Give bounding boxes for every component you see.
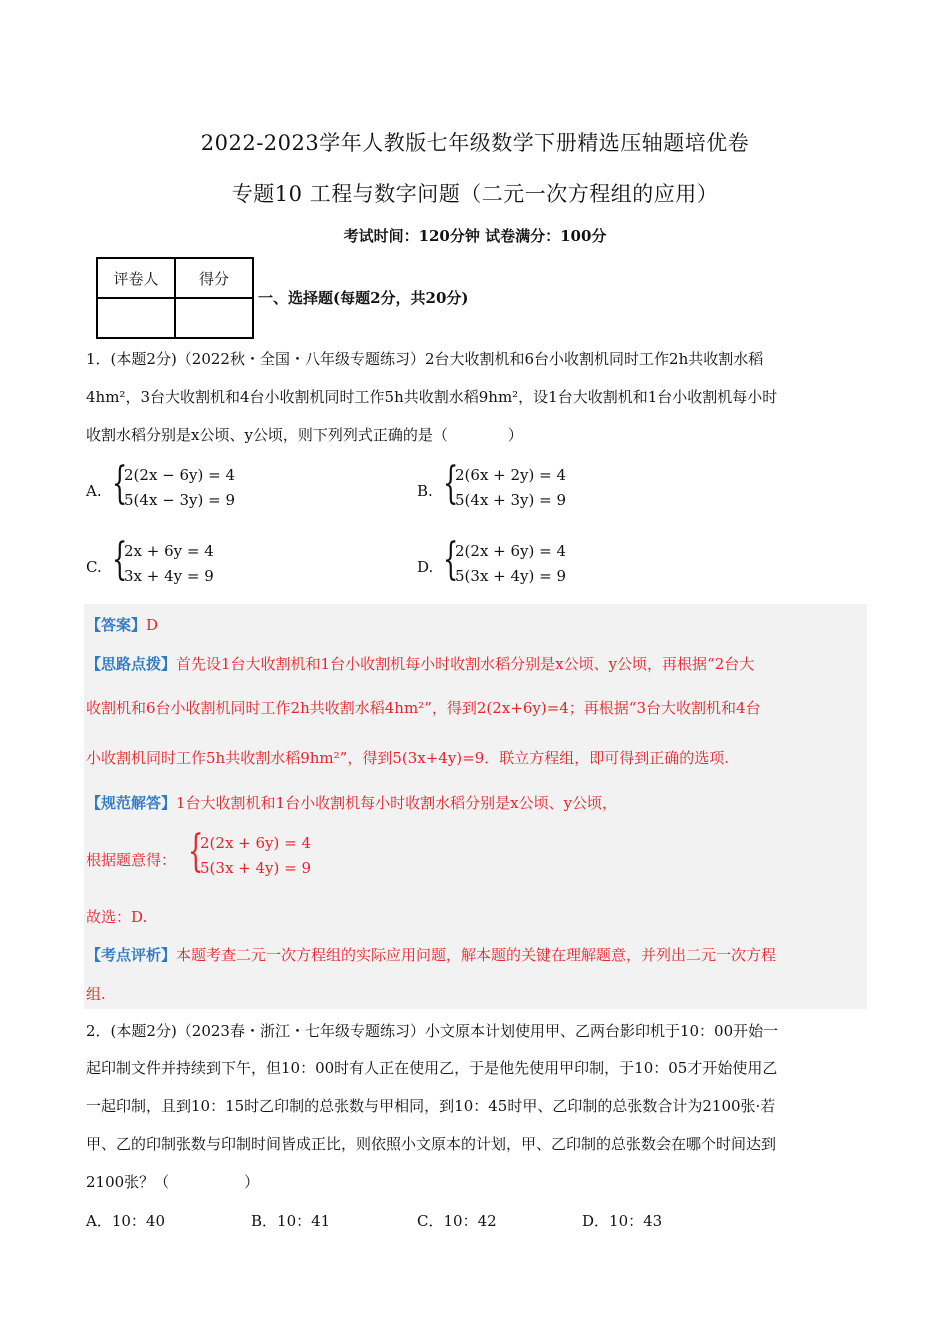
q2-text-line1: 2．(本题2分)（2023春・浙江・七年级专题练习）小文原本计划使用甲、乙两台影印机于10：00开始一	[86, 1022, 779, 1040]
q1-text-line1: 1．(本题2分)（2022秋・全国・八年级专题练习）2台大收割机和6台小收割机同时工作2h共收割水稻	[86, 350, 764, 368]
brace-glyph: {	[112, 534, 128, 585]
q1-option-c-eq2: 3x + 4y = 9	[124, 567, 214, 585]
q1-option-a-label: A.	[86, 482, 102, 500]
solution-tag: 【规范解答】	[86, 794, 177, 812]
q1-option-d-system	[443, 534, 643, 594]
q2-text-line4: 甲、乙的印制张数与印制时间皆成正比，则依照小文原本的计划，甲、乙印制的总张数会在哪个时间达到	[86, 1135, 777, 1153]
q2-text-line5: 2100张？（ ）	[86, 1173, 260, 1191]
brace-glyph: {	[443, 534, 459, 585]
brace-glyph: {	[112, 458, 128, 509]
review-text-1: 本题考查二元一次方程组的实际应用问题，解本题的关键在理解题意，并列出二元一次方程	[176, 946, 777, 964]
q1-option-b-system	[443, 458, 643, 518]
paper-title: 2022-2023学年人教版七年级数学下册精选压轴题培优卷	[200, 131, 750, 155]
review-line1	[86, 944, 776, 965]
q1-option-a-system	[112, 458, 312, 518]
grader-score-cell	[175, 298, 253, 338]
q1-option-b-eq2: 5(4x + 3y) = 9	[455, 491, 567, 509]
review-text-2: 组.	[86, 985, 106, 1003]
q2-option-a: A．10：40	[86, 1212, 166, 1230]
brace-glyph: {	[188, 826, 204, 877]
solution-system	[188, 826, 388, 886]
grader-header-reviewer: 评卷人	[97, 258, 175, 298]
conclusion: 故选：D.	[86, 908, 148, 926]
hint-text-2: 收割机和6台小收割机同时工作2h共收割水稻4hm²”，得到2(2x+6y)=4；再根据“3台大收割机和4台	[86, 699, 761, 717]
grader-header-score: 得分	[175, 258, 253, 298]
solution-prefix: 根据题意得：	[86, 851, 177, 869]
solution-text: 1台大收割机和1台小收割机每小时收割水稻分别是x公顷、y公顷，	[176, 794, 618, 812]
brace-glyph: {	[443, 458, 459, 509]
answer-tag: 【答案】	[86, 616, 147, 634]
hint-text-3: 小收割机同时工作5h共收割水稻9hm²”，得到5(3x+4y)=9．联立方程组，即可得到正确的选项.	[86, 749, 730, 767]
q1-option-d-eq1: 2(2x + 6y) = 4	[455, 542, 567, 560]
q1-option-b-label: B.	[417, 482, 433, 500]
q1-option-c-eq1: 2x + 6y = 4	[124, 542, 214, 560]
q1-option-d-label: D.	[417, 558, 434, 576]
q1-option-c-label: C.	[86, 558, 102, 576]
solution-line1	[86, 792, 617, 813]
q1-option-a-eq1: 2(2x − 6y) = 4	[124, 466, 236, 484]
grader-reviewer-cell	[97, 298, 175, 338]
paper-subtitle: 专题10 工程与数字问题（二元一次方程组的应用）	[231, 182, 719, 206]
q1-text-line3: 收割水稻分别是x公顷、y公顷，则下列列式正确的是（ ）	[86, 426, 523, 444]
q2-option-b: B．10：41	[251, 1212, 331, 1230]
section-heading: 一、选择题(每题2分，共20分)	[258, 289, 469, 307]
hint-tag: 【思路点拨】	[86, 655, 177, 673]
q2-text-line2: 起印制文件并持续到下午，但10：00时有人正在使用乙，于是他先使用甲印制，于10：05才开始使用乙	[86, 1059, 778, 1077]
answer-value: D	[146, 616, 159, 634]
q2-text-line3: 一起印制，且到10：15时乙印制的总张数与甲相同，到10：45时甲、乙印制的总张数合计为2100张·若	[86, 1097, 776, 1115]
q1-text-line2: 4hm²，3台大收割机和4台小收割机同时工作5h共收割水稻9hm²，设1台大收割机和1台小收割机每小时	[86, 388, 778, 406]
q2-option-d: D．10：43	[582, 1212, 663, 1230]
grader-table	[96, 257, 254, 339]
q2-option-c: C．10：42	[417, 1212, 497, 1230]
q1-option-b-eq1: 2(6x + 2y) = 4	[455, 466, 567, 484]
answer-line	[86, 614, 158, 635]
q1-option-a-eq2: 5(4x − 3y) = 9	[124, 491, 236, 509]
q1-option-d-eq2: 5(3x + 4y) = 9	[455, 567, 567, 585]
hint-line1	[86, 653, 754, 674]
exam-info: 考试时间：120分钟 试卷满分：100分	[343, 227, 607, 245]
solution-eq1: 2(2x + 6y) = 4	[200, 834, 312, 852]
q1-option-c-system	[112, 534, 312, 594]
hint-text-1: 首先设1台大收割机和1台小收割机每小时收割水稻分别是x公顷、y公顷，再根据“2台大	[176, 655, 755, 673]
review-tag: 【考点评析】	[86, 946, 177, 964]
solution-eq2: 5(3x + 4y) = 9	[200, 859, 312, 877]
